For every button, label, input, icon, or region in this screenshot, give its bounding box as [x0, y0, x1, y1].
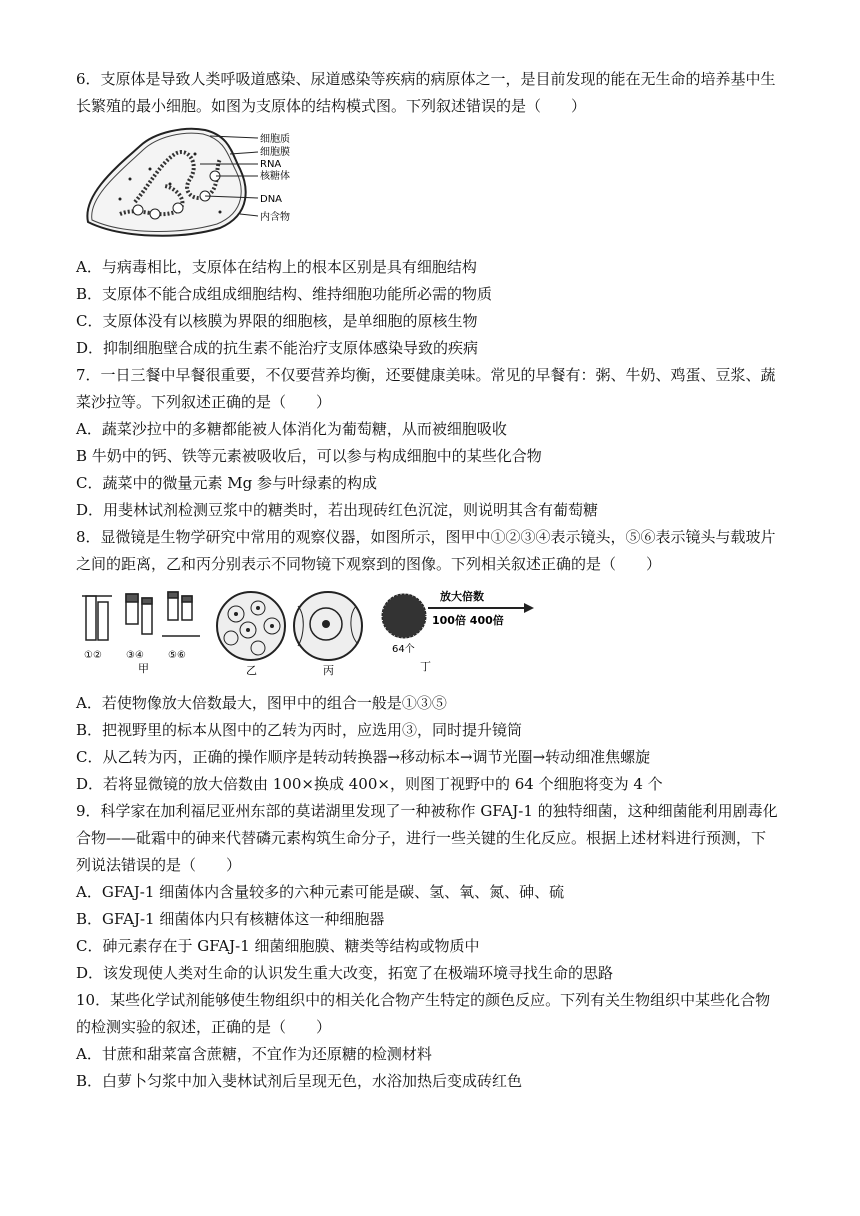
q8-stem: 8．显微镜是生物学研究中常用的观察仪器，如图所示，图甲中①②③④表示镜头，⑤⑥表示镜头与载玻片 [76, 528, 776, 546]
label-lens-56: ⑤⑥ [168, 650, 186, 661]
label-64-cells: 64个 [392, 644, 415, 655]
label-cell-membrane: 细胞膜 [260, 147, 290, 158]
q8-option-a: A．若使物像放大倍数最大，图甲中的组合一般是①③⑤ [76, 694, 447, 712]
label-ding: 丁 [420, 660, 431, 673]
label-cytoplasm: 细胞质 [260, 134, 290, 145]
q7-stem: 7．一日三餐中早餐很重要，不仅要营养均衡，还要健康美味。常见的早餐有：粥、牛奶、鸡蛋、豆浆、蔬 [76, 366, 776, 384]
view-bing [294, 592, 362, 660]
microscope-figure [76, 586, 536, 676]
mycoplasma-structure-figure [80, 124, 325, 242]
q6-stem-cont: 长繁殖的最小细胞。如图为支原体的结构模式图。下列叙述错误的是（ ） [76, 97, 587, 115]
q6-option-a: A．与病毒相比，支原体在结构上的根本区别是具有细胞结构 [76, 258, 477, 276]
q8-stem-cont: 之间的距离，乙和丙分别表示不同物镜下观察到的图像。下列相关叙述正确的是（ ） [76, 555, 662, 573]
q9-option-d: D．该发现使人类对生命的认识发生重大改变，拓宽了在极端环境寻找生命的思路 [76, 964, 614, 982]
q6-stem: 6．支原体是导致人类呼吸道感染、尿道感染等疾病的病原体之一，是目前发现的能在无生命的培养基中生 [76, 70, 776, 88]
label-rna: RNA [260, 159, 282, 170]
q10-option-b: B．白萝卜匀浆中加入斐林试剂后呈现无色，水浴加热后变成砖红色 [76, 1072, 523, 1090]
q8-option-b: B．把视野里的标本从图中的乙转为丙时，应选用③，同时提升镜筒 [76, 721, 523, 739]
q7-stem-cont: 菜沙拉等。下列叙述正确的是（ ） [76, 393, 332, 411]
label-lens-34: ③④ [126, 650, 144, 661]
q9-option-a: A．GFAJ-1 细菌体内含量较多的六种元素可能是碳、氢、氧、氮、砷、硫 [76, 883, 565, 901]
label-bing: 丙 [323, 664, 334, 676]
view-ding [382, 594, 426, 638]
q9-stem-cont: 合物——砒霜中的砷来代替磷元素构筑生命分子，进行一些关键的生化反应。根据上述材料进行预测，下 [76, 829, 767, 847]
q7-option-d: D．用斐林试剂检测豆浆中的糖类时，若出现砖红色沉淀，则说明其含有葡萄糖 [76, 501, 599, 519]
q7-option-c: C．蔬菜中的微量元素 Mg 参与叶绿素的构成 [76, 474, 377, 492]
q6-option-b: B．支原体不能合成组成细胞结构、维持细胞功能所必需的物质 [76, 285, 493, 303]
q6-option-d: D．抑制细胞壁合成的抗生素不能治疗支原体感染导致的疾病 [76, 339, 479, 357]
exam-page [76, 66, 788, 1095]
label-lens-12: ①② [84, 650, 102, 661]
label-mag-values: 100倍 400倍 [432, 614, 504, 627]
q8-option-c: C．从乙转为丙，正确的操作顺序是转动转换器→移动标本→调节光圈→转动细准焦螺旋 [76, 748, 651, 766]
q10-option-a: A．甘蔗和甜菜富含蔗糖，不宜作为还原糖的检测材料 [76, 1045, 432, 1063]
q9-stem-cont-2: 列说法错误的是（ ） [76, 856, 242, 874]
q9-option-b: B．GFAJ-1 细菌体内只有核糖体这一种细胞器 [76, 910, 385, 928]
q8-option-d: D．若将显微镜的放大倍数由 100×换成 400×，则图丁视野中的 64 个细胞将变为 4 个 [76, 775, 663, 793]
label-ribosome: 核糖体 [260, 171, 290, 182]
view-yi [217, 592, 285, 660]
lens-diagram [82, 592, 200, 640]
label-magnification: 放大倍数 [440, 590, 484, 603]
q7-option-a: A．蔬菜沙拉中的多糖都能被人体消化为葡萄糖，从而被细胞吸收 [76, 420, 507, 438]
q10-stem-cont: 的检测实验的叙述，正确的是（ ） [76, 1018, 332, 1036]
label-dna: DNA [260, 194, 283, 205]
label-inclusion: 内含物 [260, 212, 290, 223]
q6-option-c: C．支原体没有以核膜为界限的细胞核，是单细胞的原核生物 [76, 312, 478, 330]
q9-option-c: C．砷元素存在于 GFAJ-1 细菌细胞膜、糖类等结构或物质中 [76, 937, 480, 955]
q9-stem: 9．科学家在加利福尼亚州东部的莫诺湖里发现了一种被称作 GFAJ-1 的独特细菌，这种细菌能利用剧毒化 [76, 802, 778, 820]
label-jia: 甲 [138, 662, 149, 675]
label-yi: 乙 [246, 664, 257, 676]
q10-stem: 10．某些化学试剂能够使生物组织中的相关化合物产生特定的颜色反应。下列有关生物组织中某些化合物 [76, 991, 771, 1009]
q7-option-b: B 牛奶中的钙、铁等元素被吸收后，可以参与构成细胞中的某些化合物 [76, 447, 542, 465]
